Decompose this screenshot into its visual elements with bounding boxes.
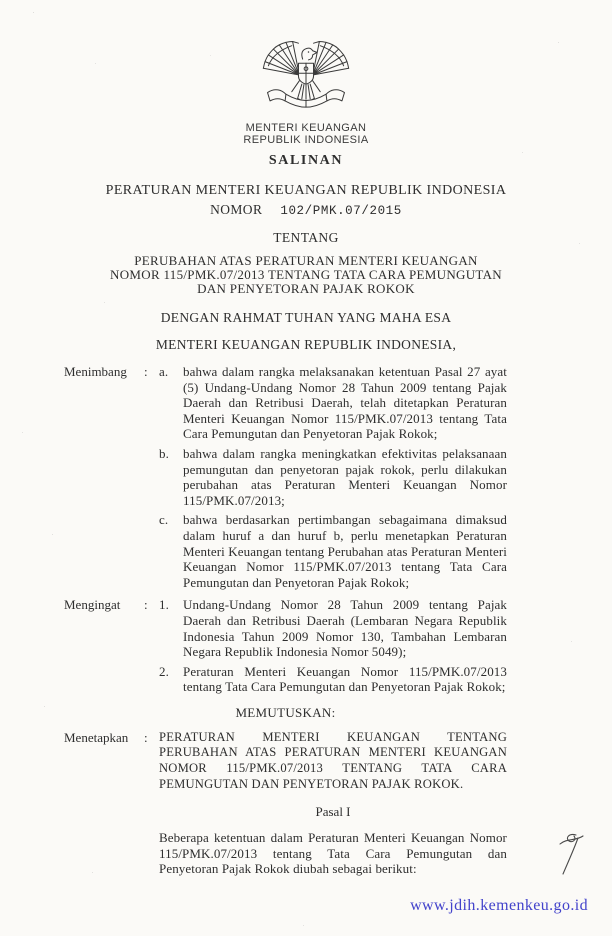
item-marker: a.: [159, 364, 169, 379]
scan-noise: [0, 0, 1, 1]
item-marker: 2.: [159, 663, 169, 679]
ministry-name-line2: REPUBLIK INDONESIA: [243, 134, 369, 146]
legal-basis-item: [159, 664, 507, 695]
subject-line: DAN PENYETORAN PAJAK ROKOK: [197, 281, 415, 296]
nomor-value: 102/PMK.07/2015: [280, 204, 402, 218]
regulation-number-line: [0, 202, 612, 218]
regulation-title: PERATURAN MENTERI KEUANGAN REPUBLIK INDONESIA: [105, 183, 507, 198]
tentang-heading: TENTANG: [273, 230, 339, 245]
item-text: bahwa berdasarkan pertimbangan sebagaimana dimaksud dalam huruf a dan huruf b, perlu menetapkan Peraturan Menteri Keuangan tentang Perubahan atas Peraturan Menteri Keuangan Nomor 115/PMK.07/2013 tentang Tata Cara Pemungutan dan Penyetoran Pajak Rokok;: [183, 512, 507, 590]
subject-line: PERUBAHAN ATAS PERATURAN MENTERI KEUANGAN: [134, 253, 478, 268]
memutuskan-heading: MEMUTUSKAN:: [235, 704, 336, 720]
garuda-pancasila-emblem: [260, 38, 352, 122]
mengingat-label: Mengingat: [64, 597, 121, 613]
item-text: Peraturan Menteri Keuangan Nomor 115/PMK.07/2013 tentang Tata Cara Pemungutan dan Penyetoran Pajak Rokok;: [183, 663, 507, 695]
item-text: bahwa dalam rangka meningkatkan efektivitas pelaksanaan pemungutan dan penyetoran pajak rokok, perlu dilakukan perubahan atas Peraturan Menteri Keuangan Nomor 115/PMK.07/2013;: [183, 445, 507, 508]
menetapkan-label: Menetapkan: [64, 729, 129, 745]
consideration-item: [159, 512, 507, 590]
menetapkan-colon: :: [144, 729, 148, 745]
menimbang-colon: :: [144, 364, 148, 379]
menimbang-label: Menimbang: [64, 364, 127, 379]
ministry-name-line1: MENTERI KEUANGAN: [245, 122, 367, 134]
nomor-label: NOMOR: [210, 202, 263, 217]
mengingat-section: [64, 597, 507, 695]
menimbang-section: [64, 364, 507, 590]
item-text: bahwa dalam rangka melaksanakan ketentuan Pasal 27 ayat (5) Undang-Undang Nomor 28 Tahun 2009 tentang Pajak Daerah dan Retribusi Daerah, telah ditetapkan Peraturan Menteri Keuangan Nomor 115/PMK.07/2013 tentang Tata Cara Pemungutan dan Penyetoran Pajak Rokok;: [183, 364, 507, 442]
mengingat-colon: :: [144, 597, 148, 613]
item-marker: 1.: [159, 597, 169, 613]
letterhead: [0, 0, 612, 169]
regulation-subject: [0, 254, 612, 296]
footer-website-link: www.jdih.kemenkeu.go.id: [410, 897, 588, 914]
handwritten-initial-mark: [556, 832, 590, 888]
item-marker: b.: [159, 445, 169, 461]
authority-line: MENTERI KEUANGAN REPUBLIK INDONESIA,: [155, 337, 457, 352]
document-body: [0, 364, 612, 877]
pasal-body-text: Beberapa ketentuan dalam Peraturan Menteri Keuangan Nomor 115/PMK.07/2013 tentang Tata Cara Pemungutan dan Penyetoran Pajak Rokok diubah sebagai berikut:: [159, 830, 507, 877]
item-text: Undang-Undang Nomor 28 Tahun 2009 tentang Pajak Daerah dan Retribusi Daerah (Lembaran Negara Republik Indonesia Tahun 2009 Nomor 130, Tambahan Lembaran Negara Republik Indonesia Nomor 5049);: [183, 597, 507, 660]
menetapkan-section: [64, 730, 507, 792]
subject-line: NOMOR 115/PMK.07/2013 TENTANG TATA CARA PEMUNGUTAN: [110, 267, 502, 282]
consideration-item: [159, 446, 507, 508]
menetapkan-text: PERATURAN MENTERI KEUANGAN TENTANG PERUBAHAN ATAS PERATURAN MENTERI KEUANGAN NOMOR 115/PMK.07/2013 TENTANG TATA CARA PEMUNGUTAN DAN PENYETORAN PAJAK ROKOK.: [159, 729, 507, 791]
legal-basis-item: [159, 597, 507, 659]
item-marker: c.: [159, 512, 169, 528]
consideration-item: [159, 364, 507, 442]
pasal-heading: Pasal I: [315, 804, 351, 820]
title-block: [0, 183, 612, 353]
invocation-line: DENGAN RAHMAT TUHAN YANG MAHA ESA: [160, 310, 452, 325]
copy-stamp: SALINAN: [268, 153, 344, 168]
